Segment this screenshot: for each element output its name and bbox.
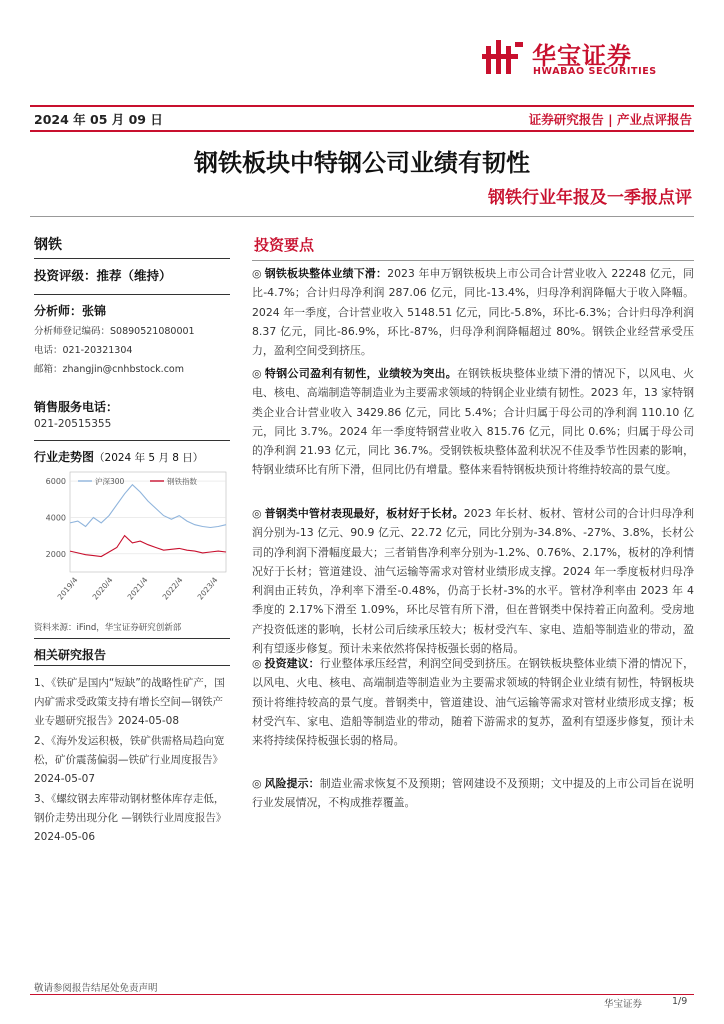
paragraph-text: 2023 年申万钢铁板块上市公司合计营业收入 22248 亿元，同比-4.7%；合计归母净利润 287.06 亿元，同比-13.4%，归母净利润降幅大于收入降幅。2024 年一季度，合计营业收入 5148.51 亿元，同比-5.8%，环比-6.3%；合计归母净利润 8.37 亿元，同比-86.9%，环比-87%，归母净利润降幅超过 80%。钢铁企业经营承受压力，盈利空间受到挤压。 <box>252 267 694 358</box>
legend-label: 钢铁指数 <box>167 477 197 486</box>
y-tick-label: 6000 <box>45 477 66 487</box>
page-number: 1/9 <box>672 996 688 1007</box>
footer-rule <box>30 994 694 995</box>
bullet-icon: ◎ <box>252 507 262 520</box>
industry-name: 钢铁 <box>34 237 62 253</box>
paragraph-lead: 风险提示： <box>264 777 320 790</box>
key-point-paragraph <box>252 504 694 658</box>
bullet-icon: ◎ <box>252 267 262 280</box>
series-line-1 <box>70 536 226 557</box>
key-point-paragraph <box>252 654 694 750</box>
paragraph-lead: 投资建议： <box>264 657 320 670</box>
series-line-0 <box>70 485 226 528</box>
key-point-paragraph <box>252 264 694 360</box>
x-tick-label: 2019/4 <box>55 575 80 602</box>
title-divider <box>30 216 694 217</box>
y-tick-label: 4000 <box>45 513 66 523</box>
legend-label: 沪深300 <box>95 477 125 486</box>
sidebar-divider <box>34 440 230 441</box>
analyst-license: 分析师登记编码：S0890521080001 <box>34 326 195 337</box>
x-tick-label: 2020/4 <box>90 575 115 602</box>
sidebar-divider <box>34 258 230 259</box>
paragraph-text: 2023 年长材、板材、管材公司的合计归母净利润分别为-13 亿元、90.9 亿元、22.72 亿元，同比分别为-34.8%、-27%、3.8%，长材公司的净利润下滑幅度最大；三者销售净利率分别为-1.2%、0.76%、2.17%，板材的净利情况好于长材；管道建设、油气运输等需求对管材业绩形成支撑。2024 年一季度板材归母净利润由正转负，净利率下滑至-0.48%，仍高于长材-3%的水平。管材净利率由 2023 年 4 季度的 2.17%下滑至 1.09%，环比尽管有所下滑，但在普钢类中保持着正向盈利。受房地产投资低迷的影响，长材公司后续承压较大；板材受汽车、家电、造船等制造业的带动，盈利有望逐步修复。预计未来依然将保持板强长弱的格局。 <box>252 507 694 656</box>
disclaimer-note: 敬请参阅报告结尾处免责声明 <box>34 983 158 994</box>
analyst-email[interactable]: 邮箱：zhangjin@cnhbstock.com <box>34 364 184 375</box>
plot-frame <box>70 472 226 572</box>
analyst-phone: 电话：021-20321304 <box>34 345 133 356</box>
key-point-paragraph <box>252 364 694 480</box>
related-report-item[interactable]: 3、《螺纹钢去库带动钢材整体库存走低，钢价走势出现分化 —钢铁行业周度报告》2024-05-06 <box>34 793 227 843</box>
key-point-paragraph <box>252 774 694 813</box>
sidebar-divider <box>34 294 230 295</box>
sales-label: 销售服务电话： <box>34 400 119 414</box>
report-type: 证券研究报告 | 产业点评报告 <box>528 112 692 127</box>
related-report-item[interactable]: 2、《海外发运积极，铁矿供需格局趋向宽松，矿价震荡偏弱—铁矿行业周度报告》2024-05-07 <box>34 735 225 785</box>
analyst-name: 分析师：张锦 <box>34 304 107 318</box>
industry-trend-chart <box>34 468 230 608</box>
footer-brand: 华宝证券 <box>604 999 643 1010</box>
sales-phone: 021-20515355 <box>34 418 112 430</box>
paragraph-text: 在钢铁板块整体业绩下滑的情况下，以风电、火电、核电、高端制造等制造业为主要需求领域的特钢企业业绩有韧性。2023 年，13 家特钢类企业合计营业收入 3429.86 亿元，同比 5.4%；合计归属于母公司的净利润 110.10 亿元，同比 3.7%。2024 年一季度特钢营业收入 815.76 亿元，同比 0.6%；归属于母公司的净利润 21.93 亿元，同比 36.7%。受钢铁板块整体盈利状况不佳及季节性因素的影响，特钢业绩环比有所下滑，但同比仍有增量。整体来看特钢板块预计将维持较高的景气度。 <box>252 367 694 477</box>
trend-chart-title <box>34 448 203 465</box>
chart-source: 资料来源：iFind，华宝证券研究创新部 <box>34 623 182 633</box>
logo-text-en: HWABAO SECURITIES <box>533 66 657 77</box>
related-report-item[interactable]: 1、《铁矿是国内“短缺”的战略性矿产，国内矿需求受政策支持有增长空间—钢铁产业专题研究报告》2024-05-08 <box>34 677 225 727</box>
sidebar-divider <box>34 638 230 639</box>
company-logo <box>482 34 702 84</box>
paragraph-text: 行业整体承压经营，利润空间受到挤压。在钢铁板块整体业绩下滑的情况下，以风电、火电、核电、高端制造等制造业为主要需求领域的特钢企业业绩有韧性，特钢板块预计将维持较高的景气度。普钢类中，管道建设、油气运输等需求对管材业绩形成支撑；板材受汽车、家电、造船等制造业的带动，随着下游需求的复苏，盈利有望逐步修复，预计未来将持续保持板强长弱的格局。 <box>252 657 694 748</box>
paragraph-lead: 钢铁板块整体业绩下滑： <box>264 267 388 280</box>
bullet-icon: ◎ <box>252 367 262 380</box>
paragraph-text: 制造业需求恢复不及预期；管网建设不及预期；文中提及的上市公司旨在说明行业发展情况，不构成推荐覆盖。 <box>252 777 694 810</box>
header-rule-bottom <box>30 130 694 132</box>
bullet-icon: ◎ <box>252 657 262 670</box>
logo-mark-icon <box>482 38 526 78</box>
page-title: 钢铁板块中特钢公司业绩有韧性 <box>194 149 530 177</box>
paragraph-lead: 特钢公司盈利有韧性，业绩较为突出。 <box>264 367 458 380</box>
investment-rating: 投资评级：推荐（维持） <box>34 268 172 283</box>
paragraph-lead: 普钢类中管材表现最好，板材好于长材。 <box>264 507 464 520</box>
section-divider <box>252 260 694 261</box>
trend-label: 行业走势图 <box>34 450 95 464</box>
y-tick-label: 2000 <box>45 549 66 559</box>
x-tick-label: 2023/4 <box>195 575 220 602</box>
page-subtitle: 钢铁行业年报及一季报点评 <box>488 188 692 208</box>
x-tick-label: 2021/4 <box>125 575 150 602</box>
bullet-icon: ◎ <box>252 777 262 790</box>
header-rule-top <box>30 105 694 107</box>
sidebar-divider <box>34 665 230 666</box>
logo-text-cn: 华宝证券 <box>532 42 632 70</box>
section-heading: 投资要点 <box>254 236 315 254</box>
related-reports-title: 相关研究报告 <box>34 648 107 662</box>
report-date: 2024 年 05 月 09 日 <box>34 112 163 127</box>
x-tick-label: 2022/4 <box>160 575 185 602</box>
trend-date: （2024 年 5 月 8 日） <box>94 452 204 464</box>
